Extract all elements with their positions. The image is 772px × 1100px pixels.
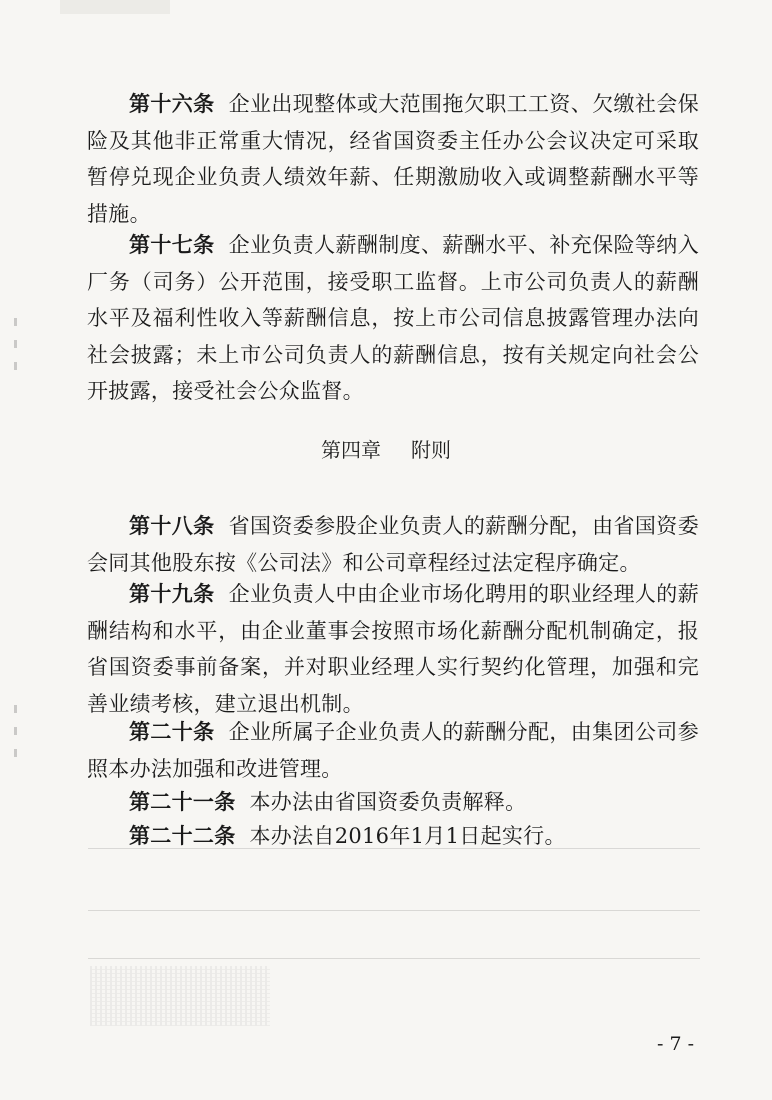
article-17-text: 企业负责人薪酬制度、薪酬水平、补充保险等纳入厂务（司务）公开范围，接受职工监督。上市公司负责人的薪酬水平及福利性收入等薪酬信息，按上市公司信息披露管理办法向社会披露；未上市公司负责人的薪酬信息，按有关规定向社会公开披露，接受社会公众监督。 [87,233,699,403]
article-19 [87,576,699,722]
page-number: - 7 - [656,1033,694,1055]
article-21 [87,784,699,821]
scan-smudge [60,0,170,14]
article-18-heading: 第十八条 [129,514,215,538]
article-21-heading: 第二十一条 [129,790,236,814]
article-20-heading: 第二十条 [129,720,215,744]
chapter-number: 第四章 [321,438,381,462]
binding-marks [14,318,18,384]
article-20 [87,714,699,787]
article-19-heading: 第十九条 [129,582,215,606]
reverse-side-bleed-through [88,848,700,1028]
article-16-heading: 第十六条 [129,92,215,116]
article-22-text: 本办法自2016年1月1日起实行。 [249,824,566,848]
article-20-text: 企业所属子企业负责人的薪酬分配，由集团公司参照本办法加强和改进管理。 [87,720,699,781]
article-16 [87,86,699,232]
binding-marks [14,705,18,771]
article-21-text: 本办法由省国资委负责解释。 [249,790,527,814]
article-17 [87,227,699,410]
article-18 [87,508,699,581]
article-22-heading: 第二十二条 [129,824,236,848]
article-17-heading: 第十七条 [129,233,215,257]
article-18-text: 省国资委参股企业负责人的薪酬分配，由省国资委会同其他股东按《公司法》和公司章程经过法定程序确定。 [87,514,699,575]
chapter-title: 附则 [411,438,451,462]
chapter-heading [0,435,772,465]
article-16-text: 企业出现整体或大范围拖欠职工工资、欠缴社会保险及其他非正常重大情况，经省国资委主任办公会议决定可采取暂停兑现企业负责人绩效年薪、任期激励收入或调整薪酬水平等措施。 [87,92,699,226]
article-19-text: 企业负责人中由企业市场化聘用的职业经理人的薪酬结构和水平，由企业董事会按照市场化薪酬分配机制确定，报省国资委事前备案，并对职业经理人实行契约化管理，加强和完善业绩考核，建立退出机制。 [87,582,699,716]
